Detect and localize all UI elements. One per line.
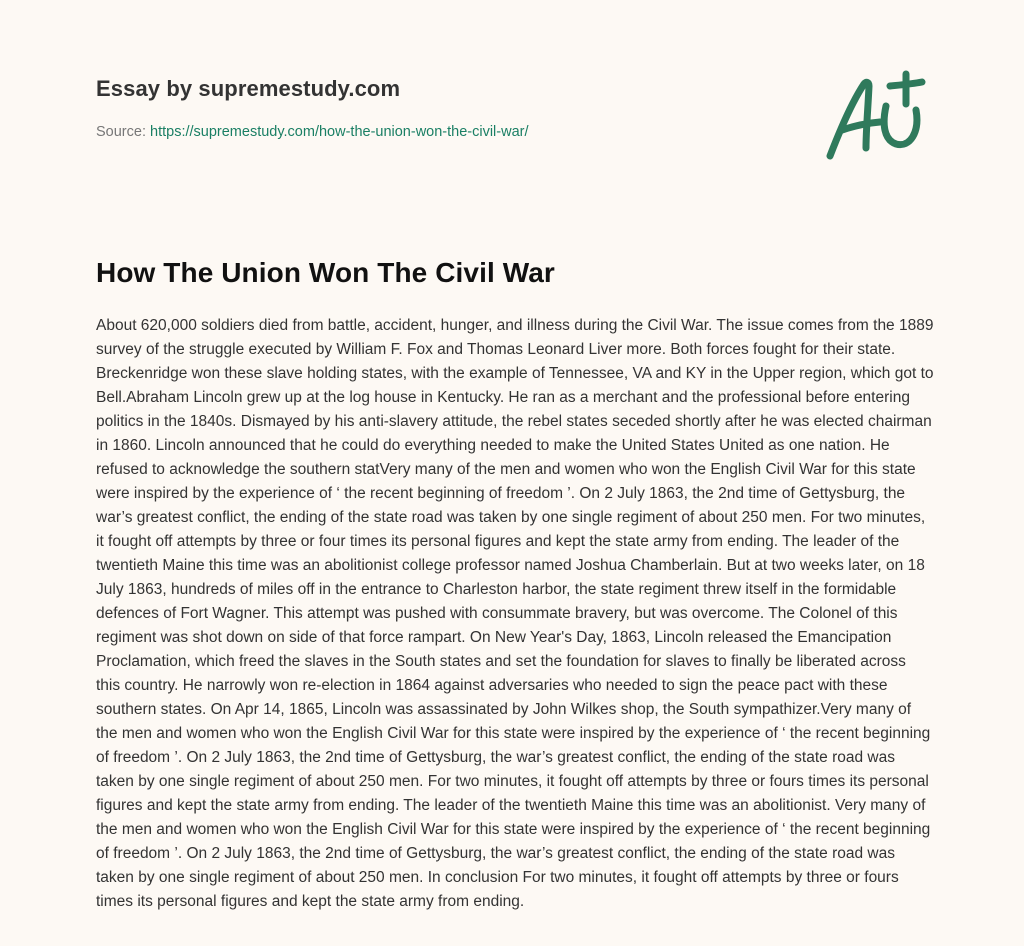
a-plus-grade-icon <box>822 68 926 164</box>
source-line <box>96 122 796 142</box>
site-title: Essay by supremestudy.com <box>96 76 401 101</box>
essay-title: How The Union Won The Civil War <box>96 257 555 288</box>
page-header <box>96 74 796 142</box>
essay-body: About 620,000 soldiers died from battle, accident, hunger, and illness during the Civil War. The issue comes from the 1889 survey of the struggle executed by William F. Fox and Thomas Leonard Liver more. Both forces fought for their state. Breckenridge won these slave holding states, with the example of Tennessee, VA and KY in the Upper region, which got to Bell.Abraham Lincoln grew up at the log house in Kentucky. He ran as a merchant and the professional before entering politics in the 1840s. Dismayed by his anti-slavery attitude, the rebel states seceded shortly after he was elected chairman in 1860. Lincoln announced that he could do everything needed to make the United States United as one nation. He refused to acknowledge the southern statVery many of the men and women who won the English Civil War for this state were inspired by the experience of ‘ the recent beginning of freedom ’. On 2 July 1863, the 2nd time of Gettysburg, the war’s greatest conflict, the ending of the state road was taken by one single regiment of about 250 men. For two minutes, it fought off attempts by three or four times its personal figures and kept the state army from ending. The leader of the twentieth Maine this time was an abolitionist college professor named Joshua Chamberlain. But at two weeks later, on 18 July 1863, hundreds of miles off in the entrance to Charleston harbor, the state regiment threw itself in the formidable defences of Fort Wagner. This attempt was pushed with consummate bravery, but was overcome. The Colonel of this regiment was shot down on side of that force rampart. On New Year's Day, 1863, Lincoln released the Emancipation Proclamation, which freed the slaves in the South states and set the foundation for slaves to finally be liberated across this country. He narrowly won re-election in 1864 against adversaries who needed to sign the peace pact with these southern states. On Apr 14, 1865, Lincoln was assassinated by John Wilkes shop, the South sympathizer.Very many of the men and women who won the English Civil War for this state were inspired by the experience of ‘ the recent beginning of freedom ’. On 2 July 1863, the 2nd time of Gettysburg, the war’s greatest conflict, the ending of the state road was taken by one single regiment of about 250 men. For two minutes, it fought off attempts by three or fours times its personal figures and kept the state army from ending. The leader of the twentieth Maine this time was an abolitionist. Very many of the men and women who won the English Civil War for this state were inspired by the experience of ‘ the recent beginning of freedom ’. On 2 July 1863, the 2nd time of Gettysburg, the war’s greatest conflict, the ending of the state road was taken by one single regiment of about 250 men. In conclusion For two minutes, it fought off attempts by three or fours times its personal figures and kept the state army from ending. <box>96 317 934 910</box>
source-link[interactable]: https://supremestudy.com/how-the-union-won-the-civil-war/ <box>150 124 529 140</box>
source-label: Source: <box>96 124 146 140</box>
